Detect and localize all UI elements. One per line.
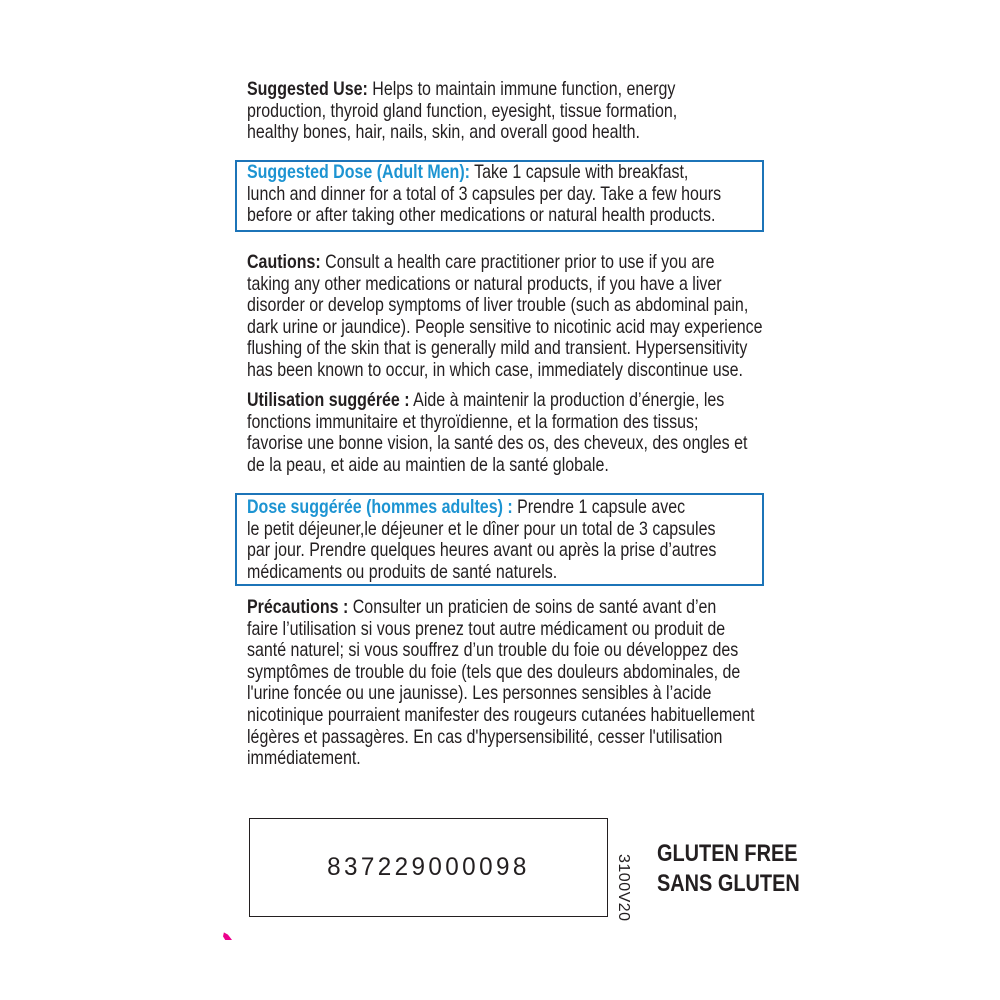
text-line: healthy bones, hair, nails, skin, and overall good health. <box>247 121 640 144</box>
text-line <box>247 252 763 274</box>
text-line: de la peau, et aide au maintien de la santé globale. <box>247 453 609 476</box>
suggested-dose-box-en <box>235 160 764 232</box>
suggested-use-lead-text: Helps to maintain immune function, energy <box>372 78 676 100</box>
text-line: flushing of the skin that is generally mild and transient. Hypersensitivity <box>247 337 748 360</box>
suggested-dose-lead-text-en: Take 1 capsule with breakfast, <box>473 161 688 183</box>
section-precautions <box>247 597 866 770</box>
text-line <box>246 496 685 519</box>
suggested-use-heading: Suggested Use: <box>247 78 368 100</box>
precautions-lead-text: Consulter un praticien de soins de santé avant d’en <box>352 596 717 618</box>
text-line: disorder or develop symptoms of liver trouble (such as abdominal pain, <box>247 294 749 317</box>
text-line: faire l’utilisation si vous prenez tout autre médicament ou produit de <box>247 617 726 640</box>
barcode-box <box>249 818 608 917</box>
section-suggested-use <box>247 79 772 144</box>
barcode-number: 837229000098 <box>327 853 530 881</box>
text-line <box>247 390 747 412</box>
cautions-heading: Cautions: <box>247 251 321 273</box>
text-line: médicaments ou produits de santé naturels. <box>246 560 557 583</box>
section-utilisation-suggeree <box>247 390 857 476</box>
suggested-dose-heading-en: Suggested Dose (Adult Men): <box>246 161 470 183</box>
text-line <box>247 597 755 619</box>
text-line: before or after taking other medications or natural health products. <box>246 204 715 227</box>
text-line: has been known to occur, in which case, immediately discontinue use. <box>247 358 743 381</box>
text-line: l'urine foncée ou une jaunisse). Les personnes sensibles à l’acide <box>247 682 712 705</box>
dose-suggeree-box-fr <box>235 493 764 586</box>
text-line: dark urine or jaundice). People sensitive to nicotinic acid may experience <box>247 315 763 338</box>
text-line: fonctions immunitaire et thyroïdienne, et la formation des tissus; <box>247 410 699 433</box>
text-line: santé naturel; si vous souffrez d’un trouble du foie ou développez des <box>247 639 739 662</box>
gluten-free-fr-text: SANS GLUTEN <box>657 870 800 897</box>
utilisation-lead-text: Aide à maintenir la production d’énergie, les <box>413 389 725 411</box>
text-line: nicotinique pourraient manifester des rougeurs cutanées habituellement <box>247 703 755 726</box>
registration-mark <box>223 931 232 940</box>
lot-code: 3100V20 <box>615 854 632 922</box>
text-line: immédiatement. <box>247 747 361 770</box>
utilisation-heading: Utilisation suggérée : <box>247 389 410 411</box>
text-line <box>247 79 677 101</box>
text-line: production, thyroid gland function, eyesight, tissue formation, <box>247 99 678 122</box>
precautions-heading: Précautions : <box>247 596 349 618</box>
text-line: le petit déjeuner,le déjeuner et le dîner pour un total de 3 capsules <box>246 517 715 540</box>
text-line: favorise une bonne vision, la santé des os, des cheveux, des ongles et <box>247 432 748 455</box>
section-cautions <box>247 252 876 382</box>
text-line <box>246 161 688 184</box>
text-line: symptômes de trouble du foie (tels que des douleurs abdominales, de <box>247 660 741 683</box>
cautions-lead-text: Consult a health care practitioner prior to use if you are <box>325 251 715 273</box>
text-line: lunch and dinner for a total of 3 capsules per day. Take a few hours <box>246 182 721 205</box>
gluten-free-en-text: GLUTEN FREE <box>657 840 798 867</box>
text-line: légères et passagères. En cas d'hypersensibilité, cesser l'utilisation <box>247 725 723 748</box>
dose-suggeree-lead-text-fr: Prendre 1 capsule avec <box>516 496 685 518</box>
text-line: par jour. Prendre quelques heures avant ou après la prise d’autres <box>246 539 716 562</box>
dose-suggeree-heading-fr: Dose suggérée (hommes adultes) : <box>246 496 513 518</box>
gluten-free-block <box>657 839 800 899</box>
text-line: taking any other medications or natural products, if you have a liver <box>247 272 722 295</box>
